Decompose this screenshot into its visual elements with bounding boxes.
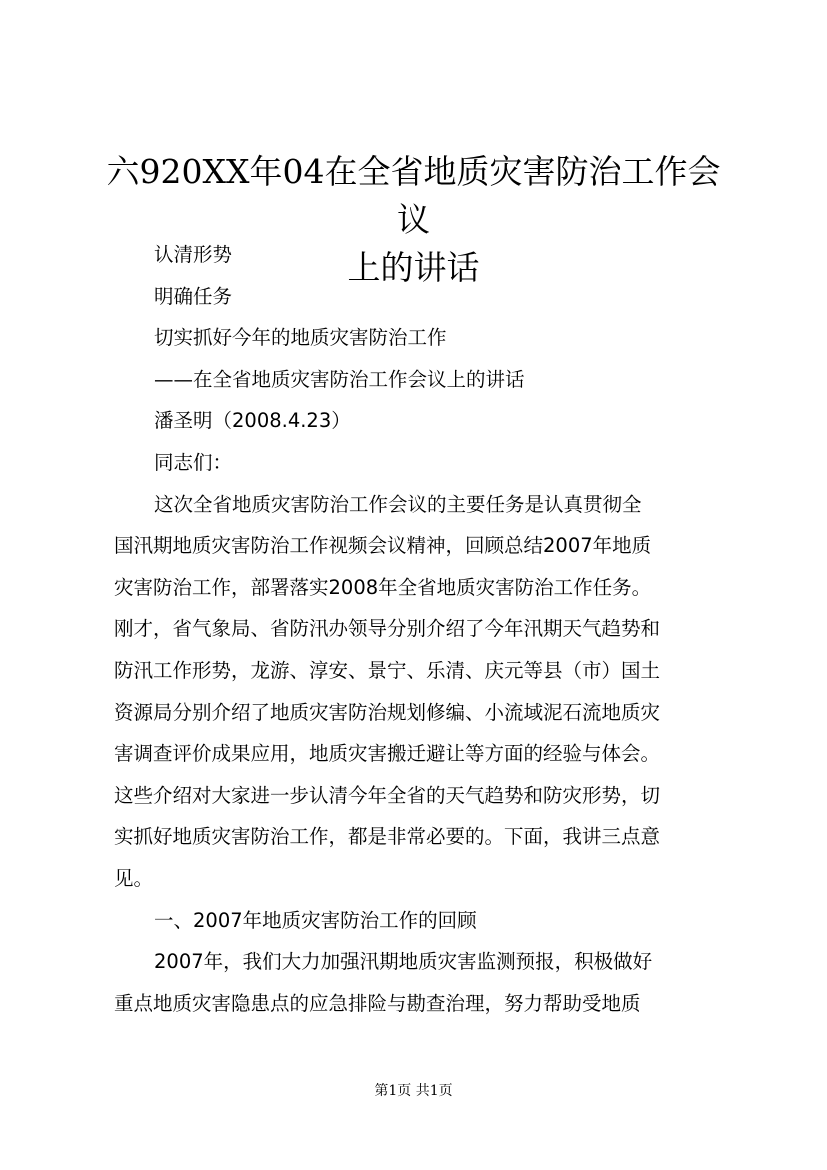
section-heading: 一、2007年地质灾害防治工作的回顾	[154, 909, 477, 932]
paragraph-line: 刚才，省气象局、省防汛办领导分别介绍了今年汛期天气趋势和	[114, 617, 661, 640]
paragraph-line: 2007年，我们大力加强汛期地质灾害监测预报，积极做好	[154, 950, 653, 973]
paragraph-line: 这些介绍对大家进一步认清今年全省的天气趋势和防灾形势，切	[114, 784, 661, 807]
heading-line: 切实抓好今年的地质灾害防治工作	[154, 326, 447, 349]
paragraph-line: 害调查评价成果应用，地质灾害搬迁避让等方面的经验与体会。	[114, 742, 661, 765]
title-line-1: 六920XX年04在全省地质灾害防治工作会议	[106, 152, 721, 239]
heading-line: 明确任务	[154, 285, 233, 308]
paragraph-line: 资源局分别介绍了地质灾害防治规划修编、小流域泥石流地质灾	[114, 701, 661, 724]
subtitle-line: ——在全省地质灾害防治工作会议上的讲话	[154, 368, 525, 391]
paragraph-line: 这次全省地质灾害防治工作会议的主要任务是认真贯彻全	[154, 493, 642, 516]
paragraph-line: 国汛期地质灾害防治工作视频会议精神，回顾总结2007年地质	[114, 534, 652, 557]
page-footer: 第1页 共1页	[374, 1083, 453, 1099]
heading-line: 认清形势	[154, 243, 233, 266]
paragraph-line: 重点地质灾害隐患点的应急排险与勘查治理，努力帮助受地质	[114, 992, 641, 1015]
author-line: 潘圣明（2008.4.23）	[154, 409, 351, 432]
paragraph-line: 灾害防治工作，部署落实2008年全省地质灾害防治工作任务。	[114, 576, 652, 599]
paragraph-line: 防汛工作形势，龙游、淳安、景宁、乐清、庆元等县（市）国土	[114, 659, 661, 682]
salutation-line: 同志们：	[154, 451, 233, 474]
paragraph-line: 实抓好地质灾害防治工作，都是非常必要的。下面，我讲三点意	[114, 825, 661, 848]
paragraph-line: 见。	[114, 867, 154, 890]
title-line-2: 上的讲话	[347, 248, 480, 287]
